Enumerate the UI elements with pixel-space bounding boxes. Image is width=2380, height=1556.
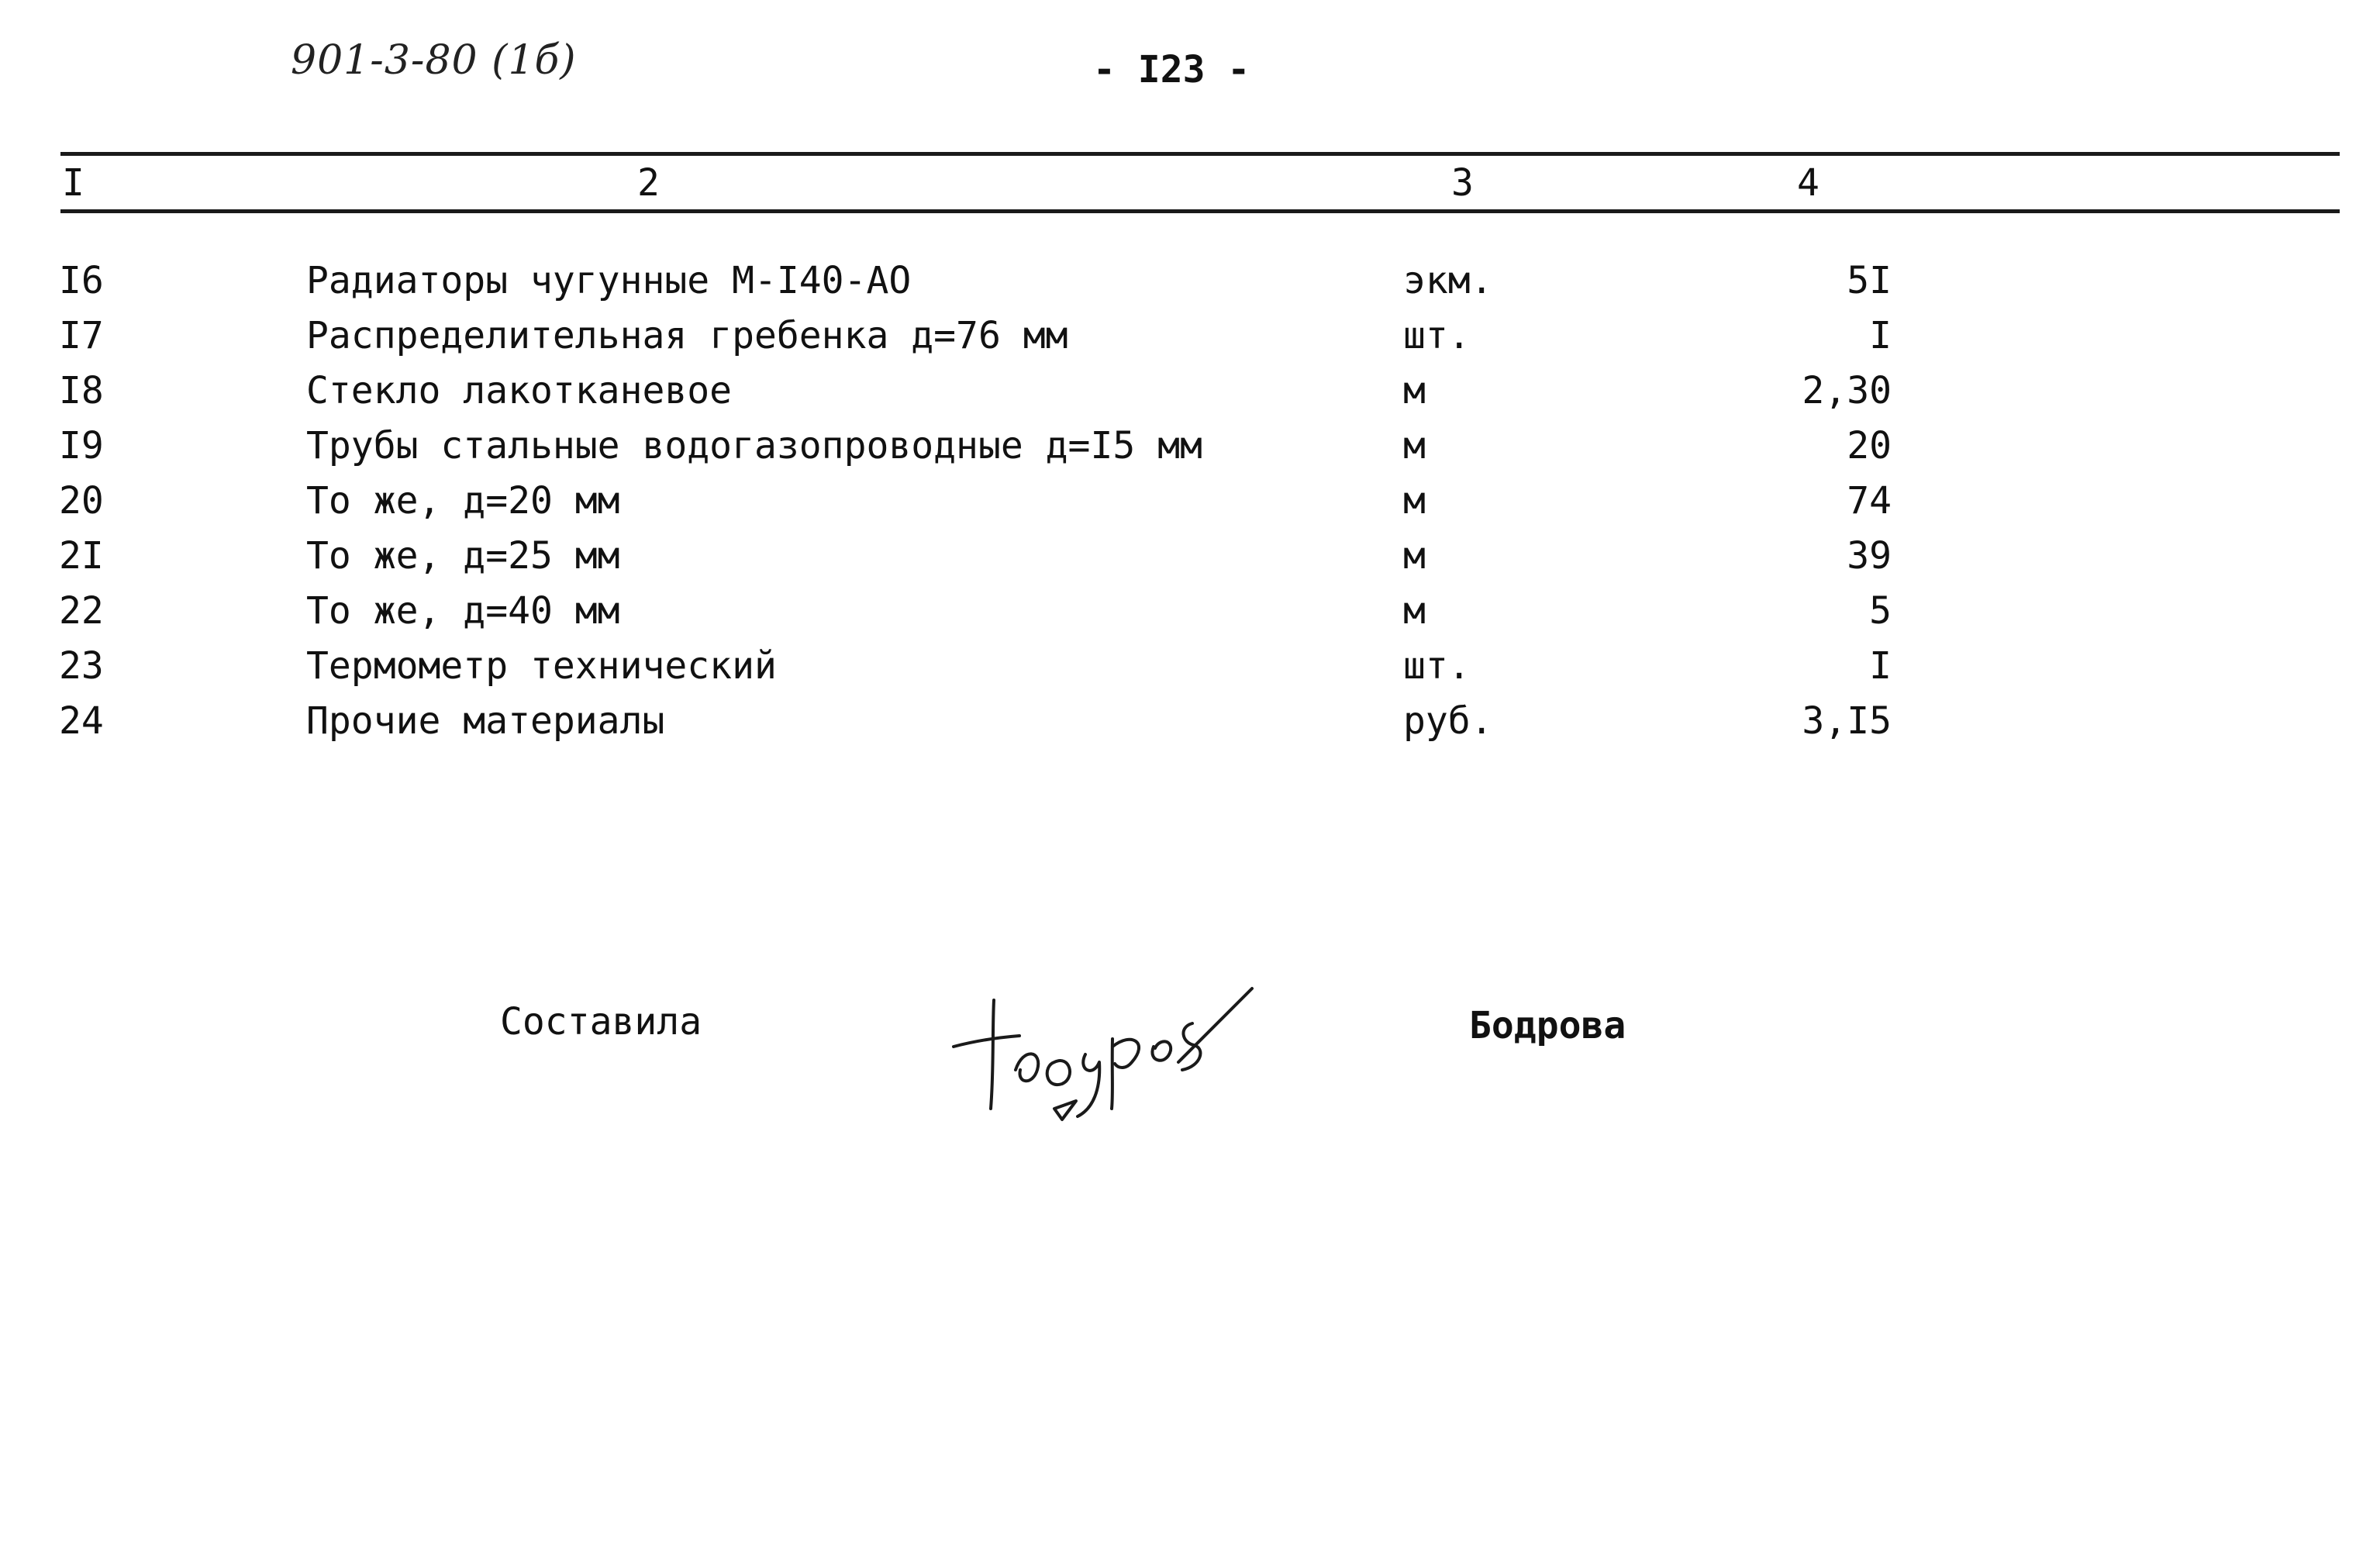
item-quantity: 74	[1847, 479, 1892, 523]
handwritten-signature	[946, 954, 1256, 1132]
compiler-name: Бодрова	[1469, 1004, 1626, 1047]
row-number: I9	[59, 424, 104, 467]
item-name: Трубы стальные водогазопроводные д=I5 мм	[306, 424, 1202, 467]
row-number: 20	[59, 479, 104, 523]
table-row	[0, 259, 2380, 313]
item-unit: шт.	[1403, 644, 1471, 688]
item-name: Радиаторы чугунные М-I40-АО	[306, 259, 912, 302]
compiled-by-label: Составила	[500, 1000, 702, 1044]
item-unit: м	[1403, 369, 1426, 412]
table-row	[0, 369, 2380, 423]
item-quantity: 39	[1847, 534, 1892, 578]
column-number-1: I	[62, 161, 85, 205]
item-name: То же, д=20 мм	[306, 479, 620, 523]
item-quantity: 5I	[1847, 259, 1892, 302]
item-quantity: I	[1869, 644, 1892, 688]
row-number: 24	[59, 699, 104, 743]
row-number: I6	[59, 259, 104, 302]
table-header-rule	[60, 209, 2340, 213]
table-top-rule	[60, 152, 2340, 156]
item-unit: м	[1403, 534, 1426, 578]
item-name: То же, д=40 мм	[306, 589, 620, 633]
item-quantity: 5	[1869, 589, 1892, 633]
table-row	[0, 314, 2380, 368]
item-unit: руб.	[1403, 699, 1493, 743]
row-number: 22	[59, 589, 104, 633]
item-quantity: 3,I5	[1802, 699, 1892, 743]
row-number: 23	[59, 644, 104, 688]
item-quantity: 2,30	[1802, 369, 1892, 412]
table-row	[0, 534, 2380, 588]
column-number-3: 3	[1451, 161, 1474, 205]
column-number-2: 2	[637, 161, 660, 205]
item-name: Стекло лакотканевое	[306, 369, 733, 412]
item-quantity: I	[1869, 314, 1892, 357]
table-row	[0, 424, 2380, 478]
item-name: Распределительная гребенка д=76 мм	[306, 314, 1068, 357]
column-number-4: 4	[1797, 161, 1819, 205]
row-number: 2I	[59, 534, 104, 578]
item-name: Термометр технический	[306, 644, 777, 688]
table-row	[0, 644, 2380, 699]
row-number: I8	[59, 369, 104, 412]
item-unit: м	[1403, 424, 1426, 467]
table-row	[0, 479, 2380, 533]
document-code-handwritten: 901-3-80 (1б)	[291, 37, 577, 84]
table-row	[0, 699, 2380, 754]
item-unit: м	[1403, 479, 1426, 523]
item-quantity: 20	[1847, 424, 1892, 467]
item-name: Прочие материалы	[306, 699, 665, 743]
table-row	[0, 589, 2380, 643]
item-name: То же, д=25 мм	[306, 534, 620, 578]
row-number: I7	[59, 314, 104, 357]
item-unit: экм.	[1403, 259, 1493, 302]
page-number: - I23 -	[1093, 48, 1250, 91]
item-unit: шт.	[1403, 314, 1471, 357]
item-unit: м	[1403, 589, 1426, 633]
